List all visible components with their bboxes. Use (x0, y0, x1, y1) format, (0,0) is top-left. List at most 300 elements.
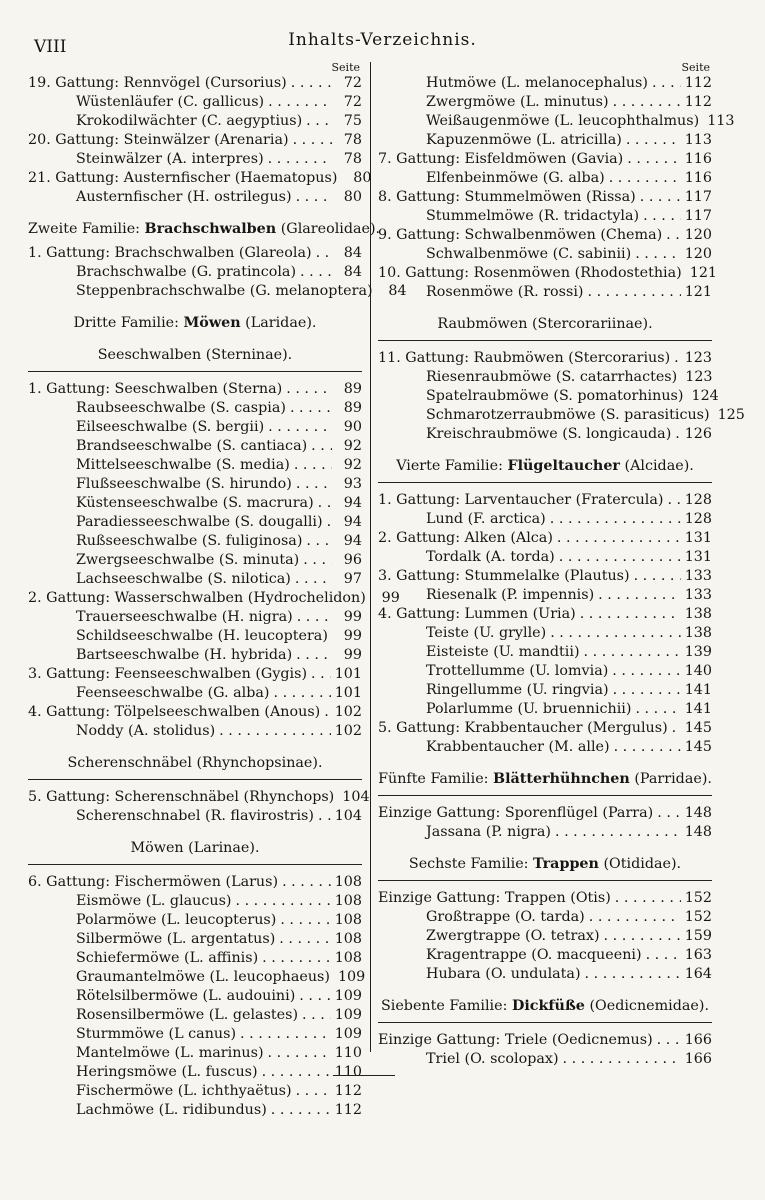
genus-entry (378, 150, 712, 169)
dot-leader (296, 188, 332, 207)
species-entry (28, 570, 362, 589)
species-entry (28, 1025, 362, 1044)
entry-group (28, 380, 400, 741)
dot-leader (626, 131, 681, 150)
dot-leader (563, 1050, 681, 1069)
species-entry (378, 908, 712, 927)
dot-leader (286, 380, 332, 399)
dot-leader (268, 150, 332, 169)
species-entry (378, 681, 712, 700)
genus-entry (28, 589, 400, 608)
dot-leader (236, 892, 331, 911)
species-entry (28, 646, 362, 665)
genus-entry (378, 226, 712, 245)
genus-entry (378, 889, 712, 908)
family-heading (378, 770, 712, 796)
genus-entry (28, 74, 362, 93)
entry-page: 80 (343, 189, 362, 205)
entry-page: 124 (691, 388, 719, 404)
dot-leader (311, 437, 332, 456)
entry-page: 152 (684, 909, 712, 925)
dot-leader (613, 93, 681, 112)
dot-leader (667, 491, 680, 510)
species-entry (378, 131, 712, 150)
entry-label: Zwergmöwe (L. minutus) (426, 94, 609, 110)
entry-page: 72 (343, 75, 362, 91)
entry-page: 123 (684, 350, 712, 366)
entry-page: 109 (334, 988, 362, 1004)
entry-page: 108 (334, 874, 362, 890)
species-entry (28, 475, 362, 494)
dot-leader (652, 74, 681, 93)
dot-leader (318, 807, 331, 826)
entry-label: Heringsmöwe (L. fuscus) (76, 1064, 258, 1080)
dot-leader (587, 283, 680, 302)
entry-page: 148 (684, 824, 712, 840)
entry-page: 133 (684, 587, 712, 603)
family-prefix: Dritte Familie: (73, 315, 184, 331)
dot-leader (627, 150, 680, 169)
entry-page: 125 (717, 407, 745, 423)
entry-label: Rötelsilbermöwe (L. audouini) (76, 988, 296, 1004)
genus-entry (378, 264, 718, 283)
entry-label: Kapuzenmöwe (L. atricilla) (426, 132, 622, 148)
species-entry (378, 965, 712, 984)
dot-leader (666, 226, 681, 245)
dot-leader (311, 665, 331, 684)
entry-page: 128 (684, 511, 712, 527)
entry-page: 99 (343, 609, 362, 625)
entry-label: Scherenschnabel (R. flavirostris) (76, 808, 314, 824)
entry-label: Austernfischer (H. ostrilegus) (76, 189, 292, 205)
subfamily-heading: Seeschwalben (Sterninae). (28, 346, 362, 372)
entry-label: Feenseeschwalbe (G. alba) (76, 685, 270, 701)
entry-label: Kreischraubmöwe (S. longicauda) (426, 426, 672, 442)
entry-label: 5. Gattung: Krabbentaucher (Mergulus) (378, 720, 668, 736)
entry-label: Fischermöwe (L. ichthyaëtus) (76, 1083, 292, 1099)
species-entry (28, 532, 362, 551)
entry-page: 152 (684, 890, 712, 906)
entry-page: 72 (343, 94, 362, 110)
entry-label: Einzige Gattung: Sporenflügel (Parra) (378, 805, 654, 821)
entry-label: 3. Gattung: Feenseeschwalben (Gygis) (28, 666, 308, 682)
entry-page: 133 (684, 568, 712, 584)
species-entry (28, 892, 362, 911)
entry-label: Großtrappe (O. tarda) (426, 909, 585, 925)
genus-entry (28, 873, 362, 892)
species-entry (28, 987, 362, 1006)
entry-label: Rosenmöwe (R. rossi) (426, 284, 584, 300)
dot-leader (327, 513, 332, 532)
dot-leader (274, 684, 331, 703)
family-name: Brachschwalben (144, 221, 277, 237)
dot-leader (297, 608, 332, 627)
entry-page: 159 (684, 928, 712, 944)
dot-leader (643, 207, 681, 226)
page-number: VIII (34, 37, 67, 57)
family-name: Blätterhühnchen (493, 771, 630, 787)
family-name: Möwen (183, 315, 241, 331)
species-entry (28, 911, 362, 930)
entry-label: Polarmöwe (L. leucopterus) (76, 912, 277, 928)
entry-page: 117 (684, 189, 712, 205)
entry-label: 2. Gattung: Wasserschwalben (Hydrochelidon) (28, 590, 366, 606)
entry-label: Tordalk (A. torda) (426, 549, 555, 565)
entry-group (378, 491, 712, 757)
species-entry (378, 406, 745, 425)
genus-entry (378, 1031, 712, 1050)
species-entry (28, 1082, 362, 1101)
entry-label: Rosensilbermöwe (L. gelastes) (76, 1007, 299, 1023)
entry-label: Teiste (U. grylle) (426, 625, 547, 641)
entry-page: 112 (334, 1102, 362, 1118)
entry-page: 120 (684, 246, 712, 262)
entry-page: 131 (684, 530, 712, 546)
entry-page: 109 (334, 1026, 362, 1042)
family-prefix: Fünfte Familie: (378, 771, 494, 787)
genus-entry (28, 703, 362, 722)
dot-leader (557, 529, 681, 548)
species-entry (378, 1050, 712, 1069)
entry-label: Hubara (O. undulata) (426, 966, 581, 982)
entry-page: 120 (684, 227, 712, 243)
entry-label: Jassana (P. nigra) (426, 824, 551, 840)
entry-label: Riesenalk (P. impennis) (426, 587, 595, 603)
entry-page: 102 (334, 723, 362, 739)
family-name: Flügeltaucher (507, 458, 620, 474)
family-latin: (Alcidae). (619, 458, 694, 474)
entry-label: 10. Gattung: Rosenmöwen (Rhodostethia) (378, 265, 682, 281)
genus-entry (378, 804, 712, 823)
entry-page: 121 (689, 265, 718, 281)
dot-leader (293, 131, 332, 150)
left-column (28, 61, 407, 1120)
species-entry (378, 946, 712, 965)
dot-leader (240, 1025, 331, 1044)
dot-leader (555, 823, 681, 842)
entry-label: Lachmöwe (L. ridibundus) (76, 1102, 267, 1118)
entry-label: Silbermöwe (L. argentatus) (76, 931, 276, 947)
entry-group (28, 74, 372, 207)
entry-label: 1. Gattung: Seeschwalben (Sterna) (28, 381, 283, 397)
species-entry (28, 807, 362, 826)
entry-label: Einzige Gattung: Triele (Oedicnemus) (378, 1032, 653, 1048)
dot-leader (296, 1082, 331, 1101)
entry-label: Trottellumme (U. lomvia) (426, 663, 609, 679)
dot-leader (609, 169, 681, 188)
family-heading (378, 997, 712, 1023)
dot-leader (672, 719, 681, 738)
end-rule (333, 1075, 395, 1076)
species-entry (28, 418, 362, 437)
entry-page: 128 (684, 492, 712, 508)
species-entry (28, 93, 362, 112)
entry-label: 9. Gattung: Schwalbenmöwen (Chema) (378, 227, 663, 243)
dot-leader (316, 244, 332, 263)
dot-leader (635, 700, 680, 719)
genus-entry (378, 349, 712, 368)
entry-label: Schildseeschwalbe (H. leucoptera) (76, 628, 328, 644)
entry-page: 140 (684, 663, 712, 679)
family-latin: (Glareolidae). (276, 221, 381, 237)
entry-page: 117 (684, 208, 712, 224)
dot-leader (324, 703, 330, 722)
dot-leader (598, 586, 681, 605)
entry-page: 123 (685, 369, 713, 385)
dot-leader (615, 889, 681, 908)
subfamily-heading: Scherenschnäbel (Rhynchopsinae). (28, 754, 362, 780)
entry-page: 101 (334, 666, 362, 682)
entry-label: Einzige Gattung: Trappen (Otis) (378, 890, 611, 906)
entry-page: 126 (684, 426, 712, 442)
species-entry (378, 586, 712, 605)
entry-label: Brachschwalbe (G. pratincola) (76, 264, 297, 280)
dot-leader (613, 681, 681, 700)
family-latin: (Oedicnemidae). (584, 998, 709, 1014)
family-latin: (Otididae). (598, 856, 682, 872)
dot-leader (282, 873, 331, 892)
entry-page: 113 (684, 132, 712, 148)
dot-leader (268, 93, 332, 112)
species-entry (28, 1044, 362, 1063)
dot-leader (262, 1063, 331, 1082)
entry-page: 110 (334, 1045, 362, 1061)
entry-page: 78 (343, 132, 362, 148)
species-entry (28, 1006, 362, 1025)
entry-group (378, 74, 735, 302)
entry-group (378, 804, 712, 842)
genus-entry (28, 380, 362, 399)
family-heading (378, 855, 712, 881)
entry-page: 112 (684, 94, 712, 110)
genus-entry (378, 529, 712, 548)
dot-leader (585, 965, 681, 984)
family-heading (378, 457, 712, 483)
entry-label: Brandseeschwalbe (S. cantiaca) (76, 438, 308, 454)
entry-group (28, 873, 366, 1120)
species-entry (28, 968, 366, 987)
entry-label: 20. Gattung: Steinwälzer (Arenaria) (28, 132, 289, 148)
dot-leader (299, 987, 330, 1006)
entry-label: Küstenseeschwalbe (S. macrura) (76, 495, 314, 511)
species-entry (378, 624, 712, 643)
entry-label: Hutmöwe (L. melanocephalus) (426, 75, 648, 91)
entry-label: Krabbentaucher (M. alle) (426, 739, 610, 755)
dot-leader (646, 946, 681, 965)
entry-label: 4. Gattung: Tölpelseeschwalben (Anous) (28, 704, 321, 720)
entry-page: 99 (343, 628, 362, 644)
entry-page: 94 (343, 533, 362, 549)
species-entry (28, 1101, 362, 1120)
entry-page: 102 (334, 704, 362, 720)
entry-page: 92 (343, 438, 362, 454)
species-entry (378, 387, 719, 406)
entry-page: 80 (353, 170, 372, 186)
dot-leader (306, 532, 332, 551)
entry-page: 112 (334, 1083, 362, 1099)
dot-leader (559, 548, 681, 567)
entry-label: Flußseeschwalbe (S. hirundo) (76, 476, 292, 492)
species-entry (378, 700, 712, 719)
species-entry (378, 643, 712, 662)
species-entry (378, 112, 735, 131)
entry-page: 116 (684, 170, 712, 186)
species-entry (378, 738, 712, 757)
dot-leader (584, 643, 681, 662)
dot-leader (268, 418, 332, 437)
entry-label: Bartseeschwalbe (H. hybrida) (76, 647, 293, 663)
genus-entry (378, 567, 712, 586)
species-entry (28, 930, 362, 949)
seite-label: Seite (331, 61, 360, 74)
entry-page: 78 (343, 151, 362, 167)
species-entry (28, 722, 362, 741)
entry-page: 109 (337, 969, 366, 985)
species-entry (28, 112, 362, 131)
species-entry (28, 399, 362, 418)
subfamily-heading: Raubmöwen (Stercorariinae). (378, 315, 712, 341)
entry-label: Mantelmöwe (L. marinus) (76, 1045, 264, 1061)
entry-label: Steppenbrachschwalbe (G. melanoptera) (76, 283, 373, 299)
entry-label: Paradiesseeschwalbe (S. dougalli) (76, 514, 323, 530)
genus-entry (28, 788, 370, 807)
genus-entry (378, 605, 712, 624)
entry-label: Ringellumme (U. ringvia) (426, 682, 609, 698)
family-prefix: Siebente Familie: (380, 998, 512, 1014)
entry-page: 166 (684, 1032, 712, 1048)
dot-leader (300, 263, 332, 282)
dot-leader (674, 349, 681, 368)
entry-page: 110 (334, 1064, 362, 1080)
species-entry (28, 263, 362, 282)
dot-leader (318, 494, 332, 513)
seite-label: Seite (681, 61, 710, 74)
entry-label: 3. Gattung: Stummelalke (Plautus) (378, 568, 630, 584)
entry-page: 84 (388, 283, 407, 299)
entry-label: Trauerseeschwalbe (H. nigra) (76, 609, 293, 625)
dot-leader (280, 911, 330, 930)
species-entry (378, 245, 712, 264)
species-entry (28, 949, 362, 968)
entry-page: 104 (342, 789, 370, 805)
dot-leader (550, 510, 681, 529)
dot-leader (268, 1044, 331, 1063)
dot-leader (640, 188, 681, 207)
dot-leader (296, 646, 332, 665)
dot-leader (303, 551, 332, 570)
entry-label: Schwalbenmöwe (C. sabinii) (426, 246, 632, 262)
dot-leader (290, 399, 332, 418)
genus-entry (378, 719, 712, 738)
entry-page: 97 (343, 571, 362, 587)
entry-page: 138 (684, 625, 712, 641)
family-prefix: Zweite Familie: (28, 221, 145, 237)
entry-page: 84 (343, 264, 362, 280)
entry-page: 94 (343, 495, 362, 511)
entry-page: 141 (684, 701, 712, 717)
entry-label: 19. Gattung: Rennvögel (Cursorius) (28, 75, 287, 91)
dot-leader (635, 245, 681, 264)
entry-group (378, 889, 712, 984)
species-entry (378, 425, 712, 444)
entry-page: 92 (343, 457, 362, 473)
entry-label: 4. Gattung: Lummen (Uria) (378, 606, 576, 622)
species-entry (28, 1063, 362, 1082)
dot-leader (614, 738, 681, 757)
dot-leader (279, 930, 330, 949)
entry-label: Zwergtrappe (O. tetrax) (426, 928, 600, 944)
species-entry (378, 662, 712, 681)
entry-label: 2. Gattung: Alken (Alca) (378, 530, 553, 546)
entry-label: 5. Gattung: Scherenschnäbel (Rhynchops) (28, 789, 335, 805)
entry-page: 89 (343, 400, 362, 416)
entry-page: 75 (343, 113, 362, 129)
entry-page: 145 (684, 739, 712, 755)
entry-label: Lachseeschwalbe (S. nilotica) (76, 571, 291, 587)
genus-entry (378, 491, 712, 510)
species-entry (378, 368, 712, 387)
species-entry (378, 74, 712, 93)
entry-page: 138 (684, 606, 712, 622)
species-entry (28, 456, 362, 475)
entry-label: Steinwälzer (A. interpres) (76, 151, 264, 167)
genus-entry (28, 665, 362, 684)
entry-label: Stummelmöwe (R. tridactyla) (426, 208, 640, 224)
entry-page: 101 (334, 685, 362, 701)
entry-label: 21. Gattung: Austernfischer (Haematopus) (28, 170, 338, 186)
running-title: Inhalts-Verzeichnis. (288, 30, 477, 50)
family-latin: (Laridae). (240, 315, 317, 331)
dot-leader (657, 1031, 681, 1050)
entry-group (378, 349, 745, 444)
entry-label: 11. Gattung: Raubmöwen (Stercorarius) (378, 350, 671, 366)
species-entry (378, 207, 712, 226)
entry-page: 108 (334, 950, 362, 966)
entry-page: 94 (343, 514, 362, 530)
species-entry (28, 608, 362, 627)
entry-page: 84 (343, 245, 362, 261)
species-entry (378, 169, 712, 188)
entry-label: 1. Gattung: Brachschwalben (Glareola) (28, 245, 312, 261)
species-entry (28, 627, 362, 646)
entry-page: 148 (684, 805, 712, 821)
dot-leader (295, 570, 332, 589)
dot-leader (296, 475, 332, 494)
entry-page: 99 (381, 590, 400, 606)
dot-leader (271, 1101, 331, 1120)
dot-leader (306, 112, 332, 131)
entry-label: Schiefermöwe (L. affinis) (76, 950, 259, 966)
entry-label: Graumantelmöwe (L. leucophaeus) (76, 969, 330, 985)
entry-page: 99 (343, 647, 362, 663)
dot-leader (302, 1006, 331, 1025)
dot-leader (294, 456, 332, 475)
entry-label: Mittelseeschwalbe (S. media) (76, 457, 290, 473)
entry-group (378, 1031, 712, 1069)
entry-label: Rußseeschwalbe (S. fuliginosa) (76, 533, 303, 549)
entry-label: Wüstenläufer (C. gallicus) (76, 94, 265, 110)
dot-leader (550, 624, 681, 643)
family-latin: (Parridae). (629, 771, 712, 787)
genus-entry (378, 188, 712, 207)
entry-label: Zwergseeschwalbe (S. minuta) (76, 552, 300, 568)
species-entry (378, 283, 712, 302)
entry-label: Polarlumme (U. bruennichii) (426, 701, 632, 717)
genus-entry (28, 169, 372, 188)
family-prefix: Vierte Familie: (396, 458, 508, 474)
species-entry (378, 510, 712, 529)
family-name: Dickfüße (511, 998, 585, 1014)
